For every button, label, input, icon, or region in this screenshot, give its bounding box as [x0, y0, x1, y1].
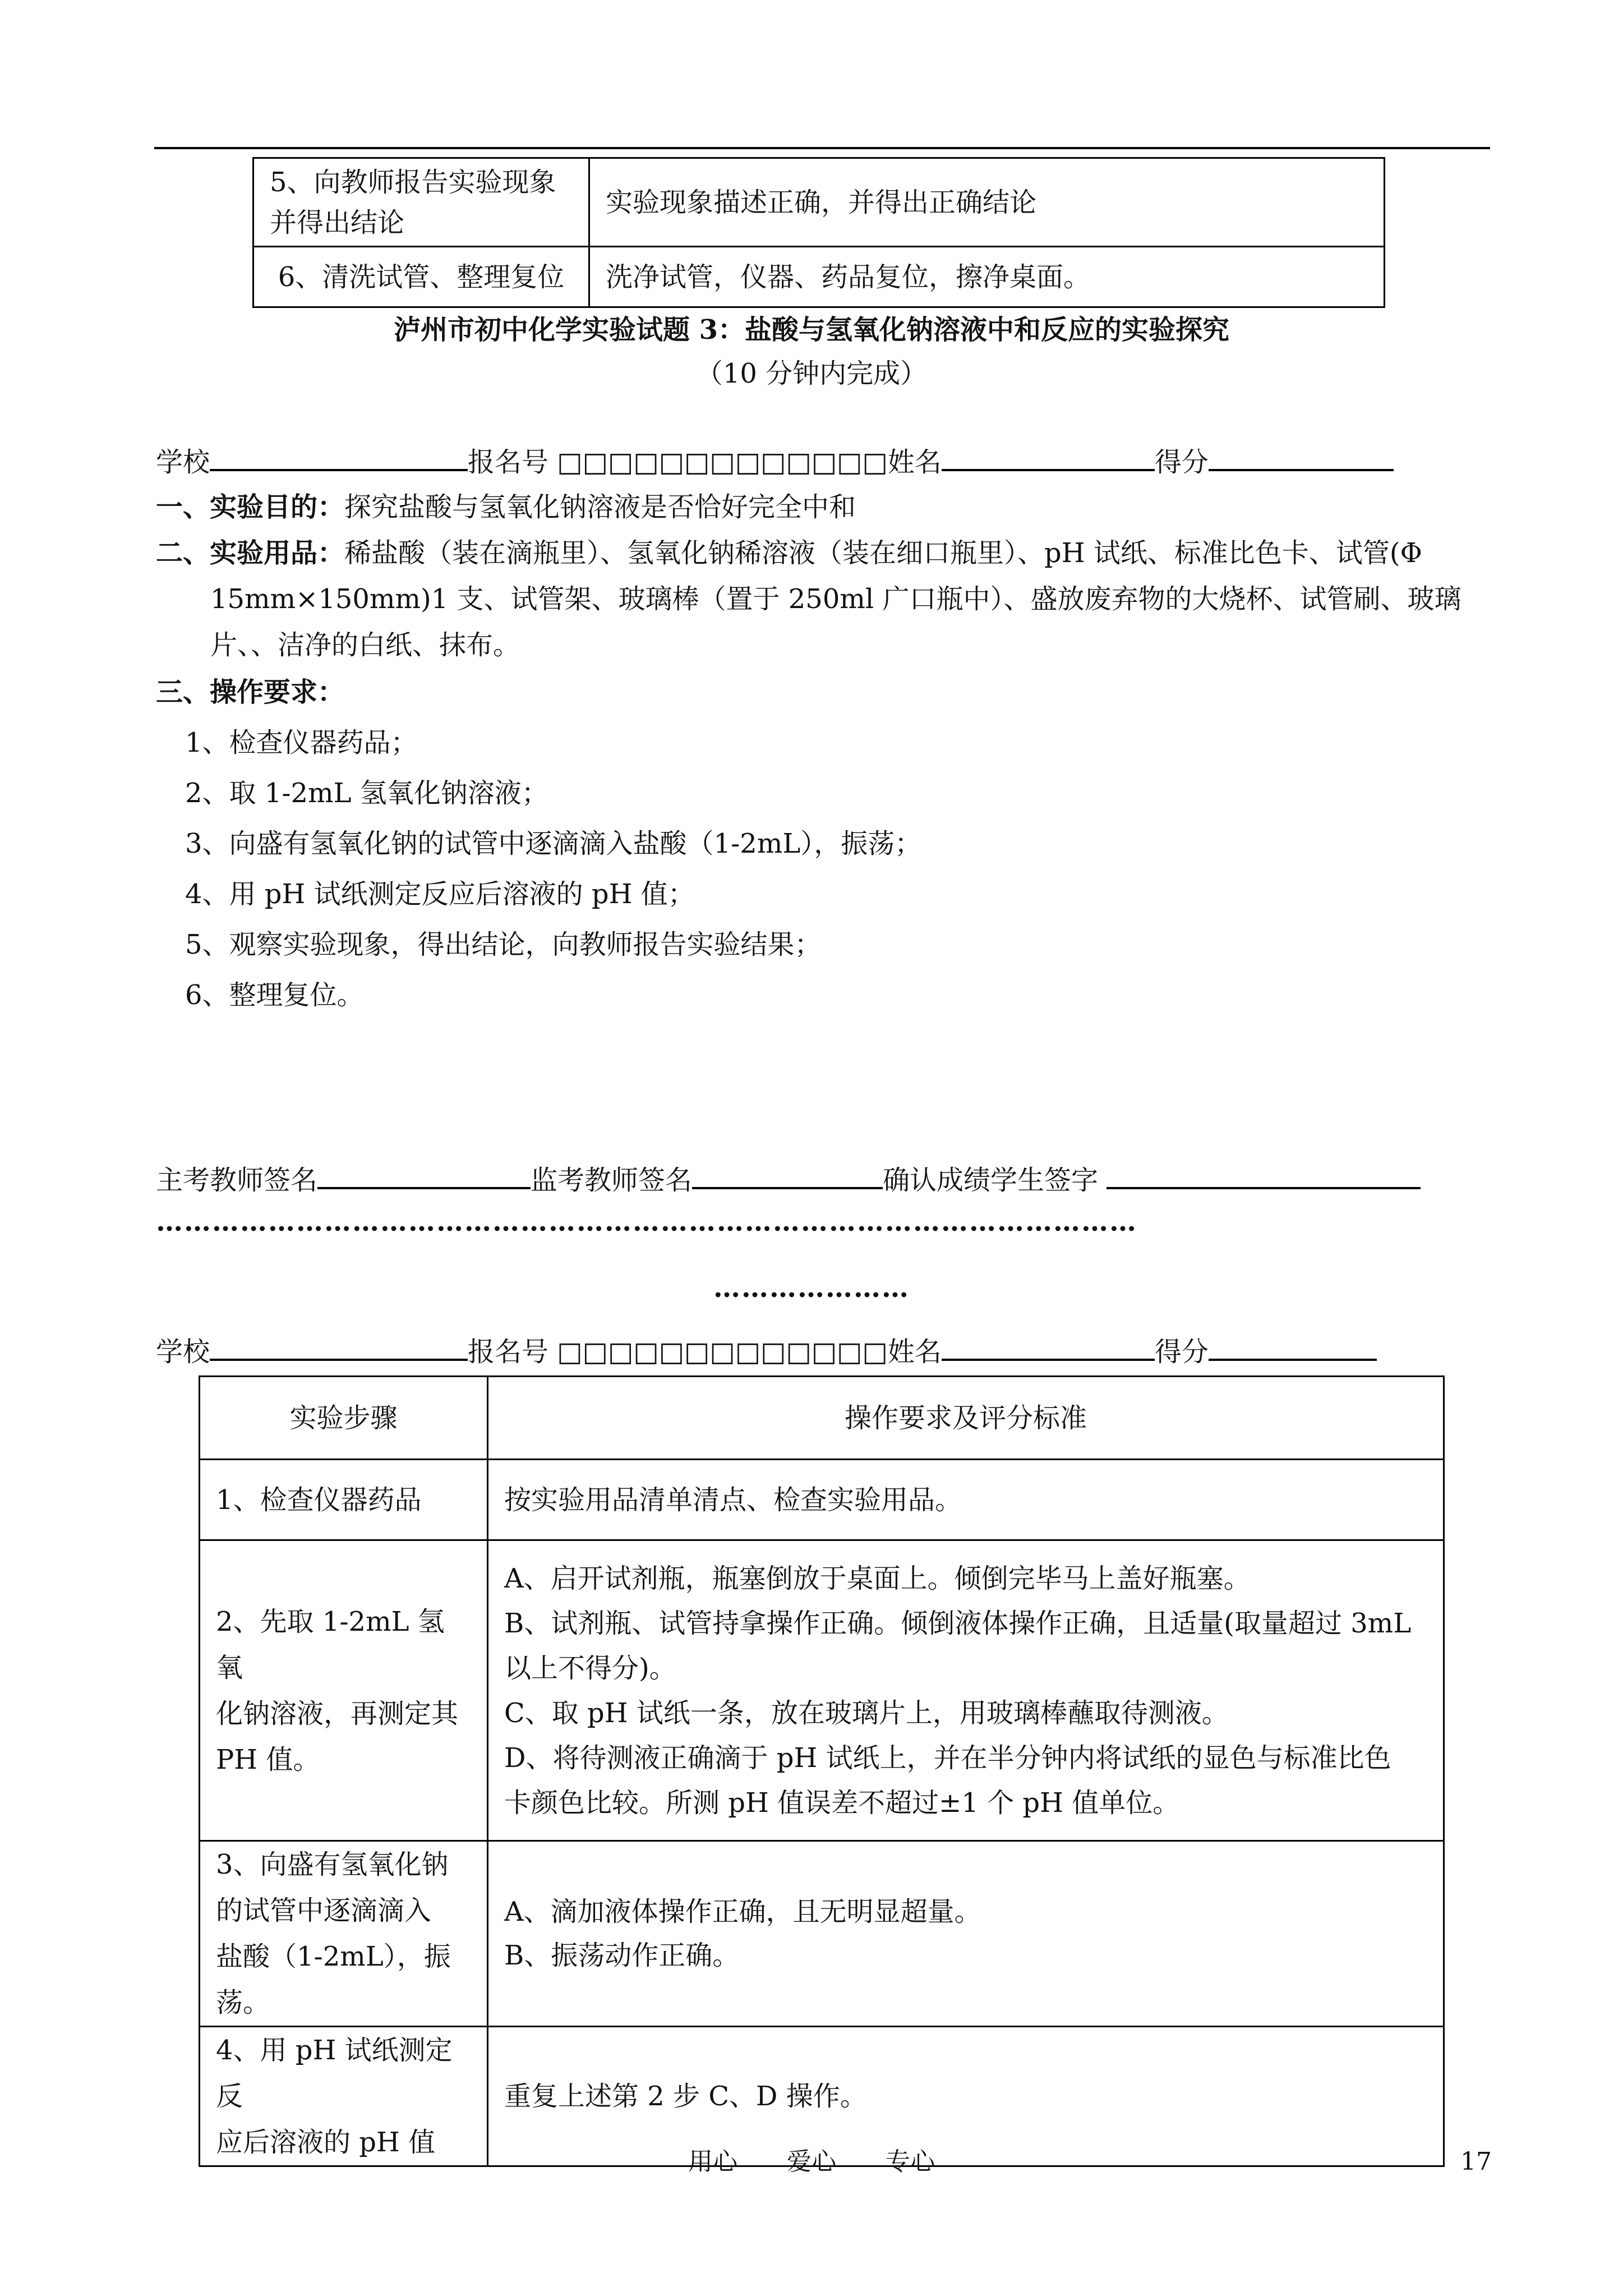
- list-item: 4、用 pH 试纸测定反应后溶液的 pH 值；: [185, 878, 695, 910]
- section-heading: 三、操作要求：: [156, 677, 345, 708]
- page-subtitle: （10 分钟内完成）: [695, 358, 928, 389]
- table-row: [253, 247, 1385, 307]
- table-row: [200, 1841, 1444, 2027]
- header-req: 操作要求及评分标准: [488, 1377, 1444, 1460]
- list-item: 2、取 1-2mL 氢氧化钠溶液；: [185, 777, 548, 809]
- req-line: D、将待测液正确滴于 pH 试纸上，并在半分钟内将试纸的显色与标准比色: [504, 1742, 1391, 1774]
- score-label: 得分: [1154, 1336, 1209, 1368]
- table-cell: [488, 1841, 1444, 2027]
- step-line: 的试管中逐滴滴入: [216, 1895, 432, 1926]
- page-title: 泸州市初中化学实验试题 3：盐酸与氢氧化钠溶液中和反应的实验探究: [393, 314, 1230, 346]
- page-number: 17: [1460, 2147, 1492, 2176]
- score-table: [199, 1375, 1445, 2167]
- name-label: 姓名: [887, 1336, 942, 1368]
- header-rule: [154, 147, 1490, 149]
- header-step: 实验步骤: [200, 1377, 488, 1460]
- step-line: 盐酸（1-2mL），振荡。: [216, 1941, 451, 2018]
- req-line: A、滴加液体操作正确，且无明显超量。: [504, 1896, 981, 1927]
- table-row: [253, 158, 1385, 247]
- reg-label: 报名号: [468, 1336, 549, 1368]
- score-label: 得分: [1154, 447, 1209, 478]
- table-cell: 1、检查仪器药品: [200, 1460, 488, 1540]
- table-cell: [200, 1540, 488, 1841]
- examiner-field[interactable]: [317, 1159, 531, 1189]
- req-line: 卡颜色比较。所测 pH 值误差不超过±1 个 pH 值单位。: [504, 1787, 1180, 1819]
- list-item: 5、观察实验现象，得出结论，向教师报告实验结果；: [185, 929, 822, 960]
- step-line: 2、先取 1-2mL 氢氧: [216, 1605, 445, 1683]
- section-materials: [156, 533, 1422, 573]
- table-cell: [253, 158, 589, 247]
- section-heading: 一、实验目的：: [156, 491, 345, 523]
- footer-motto: 用心 爱心 专心: [688, 2147, 935, 2176]
- invigilator-label: 监考教师签名: [531, 1165, 693, 1196]
- step-line: 4、用 pH 试纸测定反: [216, 2035, 453, 2112]
- list-item: 6、整理复位。: [185, 979, 364, 1011]
- reg-boxes[interactable]: □□□□□□□□□□□□□: [557, 447, 888, 478]
- name-field[interactable]: [942, 1331, 1155, 1361]
- table-row: [200, 1460, 1444, 1540]
- req-line: 以上不得分)。: [504, 1652, 676, 1684]
- section-body-line: 片、、洁净的白纸、抹布。: [210, 629, 520, 661]
- list-item: 3、向盛有氢氧化钠的试管中逐滴滴入盐酸（1-2mL），振荡；: [185, 828, 922, 859]
- cut-line: ……………………………………………………………………………………………: [156, 1206, 1137, 1237]
- table-cell: 洗净试管，仪器、药品复位，擦净桌面。: [589, 247, 1385, 307]
- table-cell: [200, 1841, 488, 2027]
- table-cell: [488, 1540, 1444, 1841]
- name-field[interactable]: [942, 441, 1155, 471]
- signature-line: [156, 1159, 1421, 1200]
- reg-boxes[interactable]: □□□□□□□□□□□□□: [557, 1336, 888, 1368]
- score-field[interactable]: [1209, 441, 1394, 471]
- table-header-row: [200, 1377, 1444, 1460]
- list-item: 1、检查仪器药品；: [185, 727, 418, 758]
- info-line: [156, 1331, 1377, 1372]
- req-line: 重复上述第 2 步 C、D 操作。: [504, 2081, 867, 2112]
- step-line: 并得出结论: [270, 206, 405, 238]
- section-body: 探究盐酸与氢氧化钠溶液是否恰好完全中和: [344, 491, 856, 523]
- examiner-label: 主考教师签名: [156, 1165, 318, 1196]
- step-line: 化钠溶液，再测定其: [216, 1697, 459, 1729]
- invigilator-field[interactable]: [692, 1159, 883, 1189]
- step-line: 3、向盛有氢氧化钠: [216, 1849, 449, 1880]
- step-line: PH 值。: [216, 1743, 320, 1775]
- student-field[interactable]: [1106, 1159, 1421, 1189]
- info-line: [156, 441, 1394, 482]
- school-field[interactable]: [210, 441, 468, 471]
- score-field[interactable]: [1209, 1331, 1377, 1361]
- name-label: 姓名: [887, 447, 942, 478]
- step-line: 应后溶液的 pH 值: [216, 2127, 436, 2158]
- section-heading: 二、实验用品：: [156, 537, 345, 569]
- section-body-line: 15mm×150mm)1 支、试管架、玻璃棒（置于 250ml 广口瓶中）、盛放废弃物的大烧杯、试管刷、玻璃: [210, 583, 1461, 615]
- table-cell: 6、清洗试管、整理复位: [253, 247, 589, 307]
- req-line: B、试剂瓶、试管持拿操作正确。倾倒液体操作正确，且适量(取量超过 3mL: [504, 1607, 1412, 1639]
- section-body: 稀盐酸（装在滴瓶里）、氢氧化钠稀溶液（装在细口瓶里）、pH 试纸、标准比色卡、试管(Φ: [344, 537, 1422, 569]
- section-purpose: [156, 487, 856, 527]
- top-table: [252, 157, 1385, 308]
- school-field[interactable]: [210, 1331, 468, 1361]
- req-line: B、振荡动作正确。: [504, 1940, 740, 1971]
- student-label: 确认成绩学生签字: [883, 1165, 1099, 1196]
- reg-label: 报名号: [468, 447, 549, 478]
- table-row: [200, 1540, 1444, 1841]
- req-line: 按实验用品清单清点、检查实验用品。: [504, 1484, 962, 1516]
- cut-line-short: …………………: [713, 1272, 910, 1304]
- table-cell: 实验现象描述正确，并得出正确结论: [589, 158, 1385, 247]
- school-label: 学校: [156, 447, 210, 478]
- req-line: A、启开试剂瓶，瓶塞倒放于桌面上。倾倒完毕马上盖好瓶塞。: [504, 1562, 1251, 1594]
- step-line: 5、向教师报告实验现象: [270, 166, 556, 198]
- table-cell: [488, 1460, 1444, 1540]
- req-line: C、取 pH 试纸一条，放在玻璃片上，用玻璃棒蘸取待测液。: [504, 1697, 1229, 1729]
- school-label: 学校: [156, 1336, 210, 1368]
